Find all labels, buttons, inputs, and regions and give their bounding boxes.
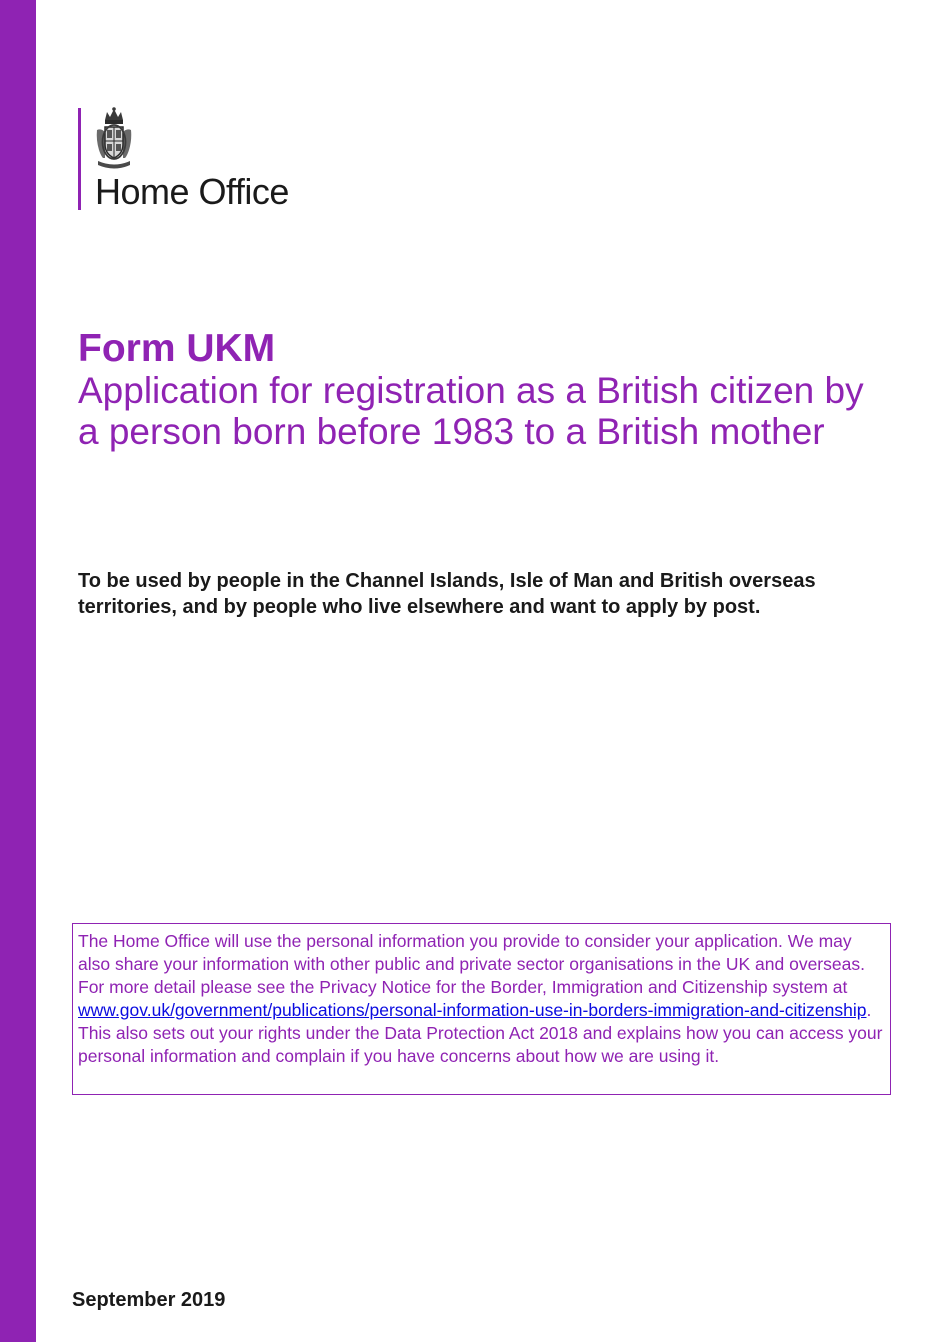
royal-coat-of-arms-icon [95,106,133,170]
privacy-notice-text-after-link: . This also sets out your rights under the Data Protection Act 2018 and explains how you can access your personal information and complain if you have concerns about how we are using it. [78,1000,883,1066]
form-subtitle: Application for registration as a British citizen by a person born before 1983 to a British mother [78,370,864,452]
privacy-notice-link[interactable]: www.gov.uk/government/publications/personal-information-use-in-borders-immigration-and-citizenship [78,1000,867,1020]
usage-note: To be used by people in the Channel Islands, Isle of Man and British overseas territories, and by people who live elsewhere and want to apply by post. [78,570,816,618]
privacy-notice-box [72,923,891,1095]
publication-date: September 2019 [72,1289,226,1311]
form-title: Form UKM [78,327,276,370]
side-accent-bar [0,0,36,1342]
logo-wordmark: Home Office [95,171,289,212]
home-office-logo [78,106,338,210]
privacy-notice-text-before-link: The Home Office will use the personal information you provide to consider your application. We may also share your information with other public and private sector organisations in the UK and overseas. For more detail please see the Privacy Notice for the Border, Immigration and Citizenship system at [78,931,865,997]
logo-rule [78,108,81,210]
